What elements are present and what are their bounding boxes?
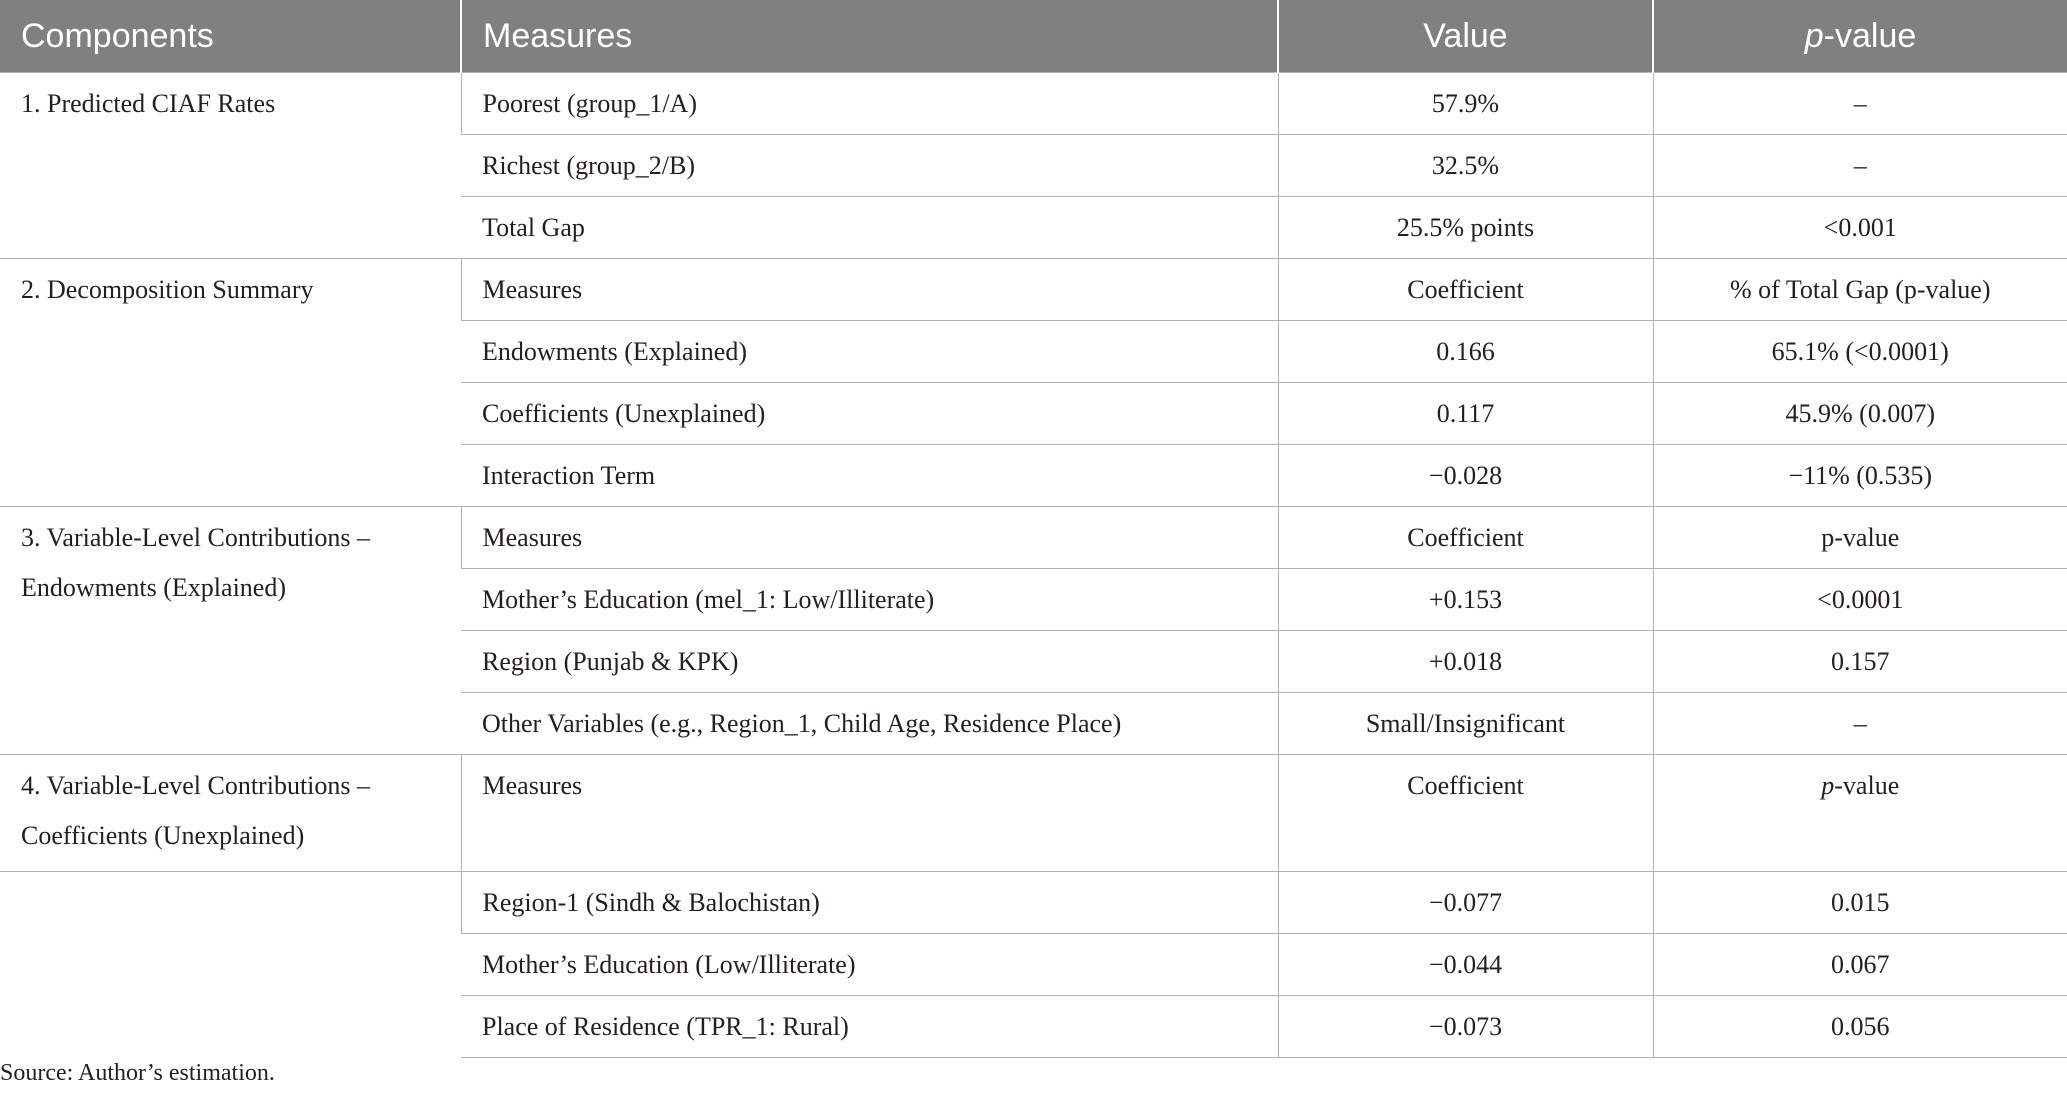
value-cell: −0.073: [1278, 996, 1653, 1058]
value-cell: 0.117: [1278, 383, 1653, 445]
empty-label-cell: [0, 872, 461, 1058]
value-cell: Coefficient: [1278, 259, 1653, 321]
measure-cell: Mother’s Education (Low/Illiterate): [461, 934, 1278, 996]
value-cell: 57.9%: [1278, 73, 1653, 135]
measure-cell: Measures: [461, 507, 1278, 569]
table-header: [0, 0, 2067, 73]
pvalue-cell: –: [1653, 73, 2067, 135]
measure-cell: Mother’s Education (mel_1: Low/Illiterate): [461, 569, 1278, 631]
measure-cell: Measures: [461, 259, 1278, 321]
header-value: Value: [1278, 0, 1653, 73]
pvalue-cell: 0.015: [1653, 872, 2067, 934]
value-cell: −0.077: [1278, 872, 1653, 934]
value-cell: Coefficient: [1278, 507, 1653, 569]
measure-cell: Poorest (group_1/A): [461, 73, 1278, 135]
table-row: [0, 507, 2067, 569]
section-label: [0, 507, 461, 755]
pvalue-cell: <0.0001: [1653, 569, 2067, 631]
value-cell: −0.044: [1278, 934, 1653, 996]
measure-cell: Total Gap: [461, 197, 1278, 259]
pvalue-suffix: -value: [1834, 771, 1900, 800]
section-label-line: 4. Variable-Level Contributions –: [21, 771, 371, 800]
table-row: [0, 259, 2067, 321]
value-cell: +0.153: [1278, 569, 1653, 631]
measure-cell: Interaction Term: [461, 445, 1278, 507]
pvalue-cell: –: [1653, 135, 2067, 197]
measure-cell: Other Variables (e.g., Region_1, Child Age, Residence Place): [461, 693, 1278, 755]
value-cell: 25.5% points: [1278, 197, 1653, 259]
table-row: [0, 755, 2067, 872]
value-cell: +0.018: [1278, 631, 1653, 693]
header-pvalue-italic: p: [1804, 16, 1824, 55]
pvalue-cell: % of Total Gap (p-value): [1653, 259, 2067, 321]
pvalue-cell: −11% (0.535): [1653, 445, 2067, 507]
value-cell: Small/Insignificant: [1278, 693, 1653, 755]
value-cell: 32.5%: [1278, 135, 1653, 197]
value-cell: 0.166: [1278, 321, 1653, 383]
measure-cell: Coefficients (Unexplained): [461, 383, 1278, 445]
section-label: [0, 755, 461, 872]
measure-cell: Region-1 (Sindh & Balochistan): [461, 872, 1278, 934]
header-measures: Measures: [461, 0, 1278, 73]
table-row: [0, 872, 2067, 934]
header-pvalue-suffix: -value: [1823, 16, 1917, 55]
table-row: [0, 73, 2067, 135]
header-row: [0, 0, 2067, 73]
measure-cell: Place of Residence (TPR_1: Rural): [461, 996, 1278, 1058]
pvalue-cell: p-value: [1653, 507, 2067, 569]
source-note: Source: Author’s estimation.: [0, 1060, 275, 1086]
pvalue-cell: 0.056: [1653, 996, 2067, 1058]
section-label-line: Endowments (Explained): [21, 573, 286, 602]
pvalue-cell: 65.1% (<0.0001): [1653, 321, 2067, 383]
section-label-line: 3. Variable-Level Contributions –: [21, 523, 371, 552]
measure-cell: Region (Punjab & KPK): [461, 631, 1278, 693]
measure-cell: Richest (group_2/B): [461, 135, 1278, 197]
measure-cell: Measures: [461, 755, 1278, 872]
pvalue-cell: <0.001: [1653, 197, 2067, 259]
header-components: Components: [0, 0, 461, 73]
measure-cell: Endowments (Explained): [461, 321, 1278, 383]
pvalue-cell: 0.157: [1653, 631, 2067, 693]
pvalue-cell: 45.9% (0.007): [1653, 383, 2067, 445]
value-cell: Coefficient: [1278, 755, 1653, 872]
pvalue-cell: 0.067: [1653, 934, 2067, 996]
table-body: [0, 73, 2067, 1058]
section-label-line: Coefficients (Unexplained): [21, 821, 305, 850]
section-label: 1. Predicted CIAF Rates: [0, 73, 461, 259]
pvalue-cell: –: [1653, 693, 2067, 755]
value-cell: −0.028: [1278, 445, 1653, 507]
pvalue-cell: [1653, 755, 2067, 872]
section-label: 2. Decomposition Summary: [0, 259, 461, 507]
pvalue-italic: p: [1821, 771, 1835, 800]
header-pvalue: [1653, 0, 2067, 73]
